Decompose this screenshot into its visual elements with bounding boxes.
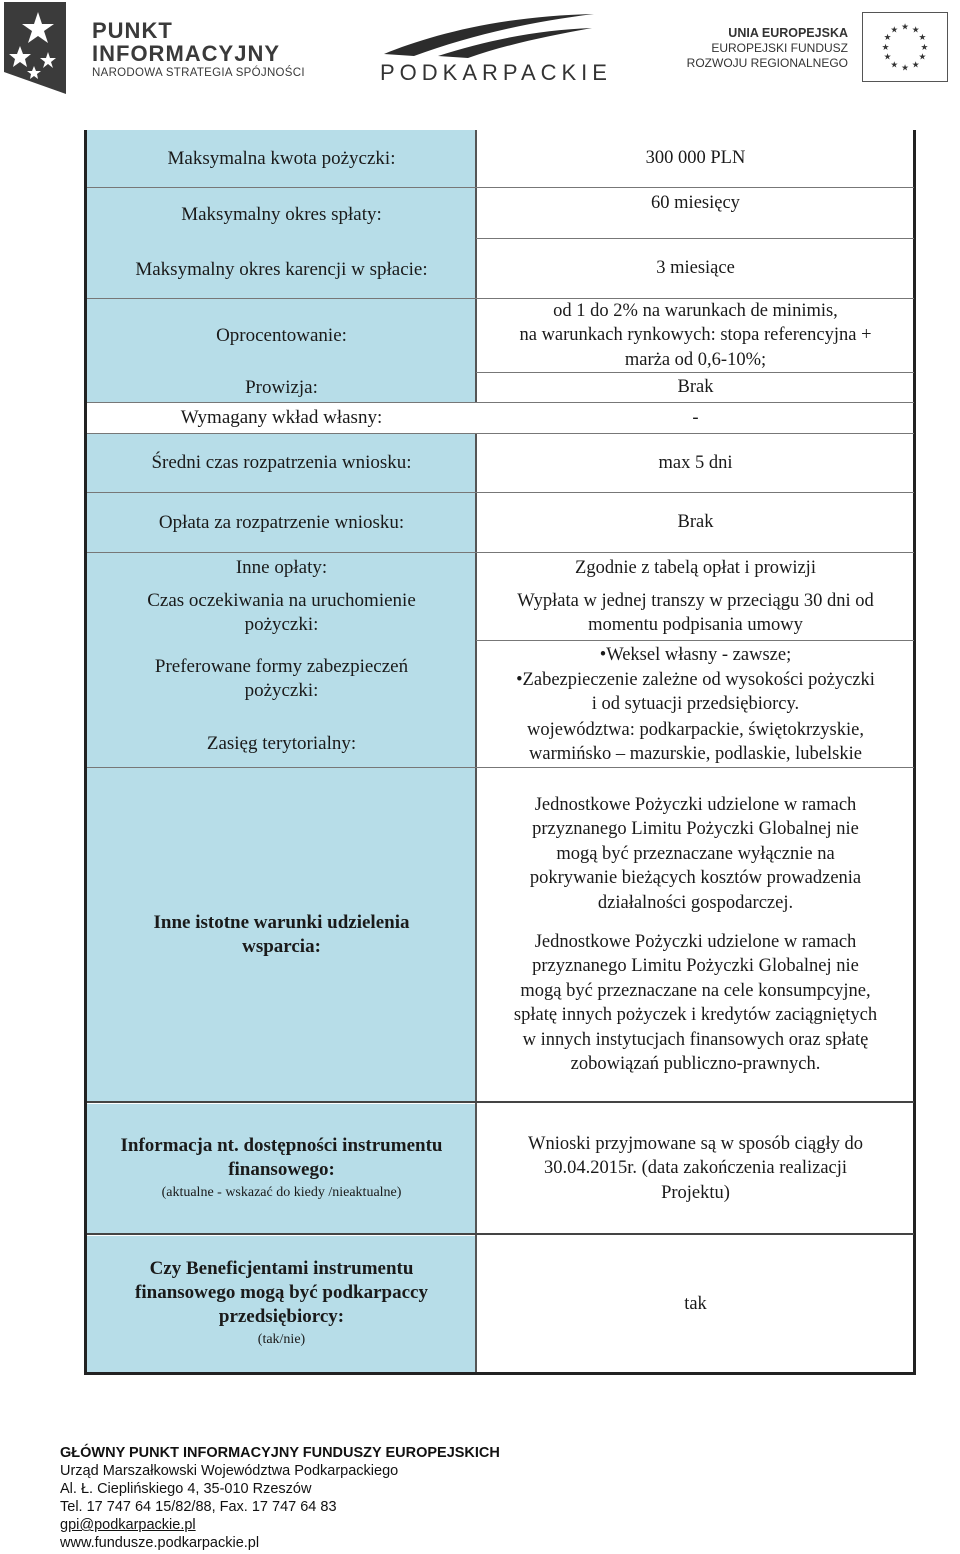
- page-footer: [60, 1444, 500, 1552]
- svg-text:★: ★: [883, 33, 892, 44]
- label-line: przedsiębiorcy:: [218, 1306, 345, 1327]
- value-line: momentu podpisania umowy: [588, 615, 803, 635]
- label-line: Czas oczekiwania na uruchomienie: [147, 590, 416, 611]
- value-line: od 1 do 2% na warunkach de minimis,: [553, 300, 838, 321]
- value-line: Jednostkowe Pożyczki udzielone w ramach: [534, 794, 857, 815]
- svg-text:★: ★: [911, 25, 920, 36]
- logo-line: EUROPEJSKI FUNDUSZ: [711, 41, 848, 55]
- row-divider: [476, 640, 914, 641]
- value-line: mogą być przeznaczane na cele konsumpcyjne,: [520, 980, 871, 1001]
- label-note: (aktualne - wskazać do kiedy /nieaktualne): [161, 1184, 402, 1200]
- svg-text:★: ★: [918, 33, 927, 44]
- label-other-conditions: [87, 768, 476, 1102]
- svg-text:★: ★: [901, 22, 909, 33]
- punkt-informacyjny-stars-logo: [4, 2, 66, 94]
- footer-website[interactable]: www.fundusze.podkarpackie.pl: [60, 1535, 260, 1551]
- svg-text:★: ★: [918, 52, 927, 63]
- value-line: na warunkach rynkowych: stopa referencyjna +: [519, 325, 872, 346]
- svg-text:★: ★: [890, 25, 899, 36]
- svg-text:★: ★: [883, 52, 892, 63]
- value-line: spłatę innych pożyczek i kredytów zaciągniętych: [513, 1005, 878, 1025]
- label-max-repayment-period: Maksymalny okres spłaty:: [181, 204, 382, 225]
- value-line: pokrywanie bieżących kosztów prowadzenia: [529, 868, 862, 889]
- value-max-grace-period: 3 miesiące: [656, 258, 735, 279]
- value-instrument-availability: [477, 1104, 914, 1233]
- value-line: mogą być przeznaczane wyłącznie na: [556, 843, 835, 864]
- label-disbursement-wait: [87, 586, 476, 640]
- label-interest-rate: Oprocentowanie:: [216, 325, 347, 346]
- value-line: Projektu): [661, 1182, 730, 1203]
- label-line: Preferowane formy zabezpieczeń: [154, 656, 409, 677]
- value-line: w innych instytucjach finansowych oraz spłatę: [522, 1029, 869, 1050]
- label-line: Informacja nt. dostępności instrumentu: [120, 1134, 443, 1156]
- label-own-contribution: Wymagany wkład własny:: [180, 407, 383, 428]
- svg-text:★: ★: [901, 63, 909, 74]
- label-collateral-forms: [87, 652, 476, 706]
- value-max-loan-amount: 300 000 PLN: [645, 148, 746, 169]
- label-line: wsparcia:: [242, 936, 321, 957]
- logo-line: INFORMACYJNY: [92, 41, 281, 66]
- label-beneficiaries: [87, 1236, 476, 1372]
- value-own-contribution: -: [692, 407, 699, 428]
- label-line: Inne istotne warunki udzielenia: [153, 912, 410, 933]
- footer-line: Al. Ł. Cieplińskiego 4, 35-010 Rzeszów: [60, 1481, 312, 1497]
- footer-title: GŁÓWNY PUNKT INFORMACYJNY FUNDUSZY EUROPEJSKICH: [60, 1445, 500, 1461]
- value-other-conditions-paragraph-1: [477, 790, 914, 918]
- value-line: marża od 0,6-10%;: [624, 349, 767, 370]
- label-other-fees: Inne opłaty:: [235, 557, 328, 578]
- value-line: Wypłata w jednej transzy w przeciągu 30 dni od: [517, 590, 874, 611]
- value-collateral-forms: [477, 642, 914, 718]
- footer-line: Urząd Marszałkowski Województwa Podkarpackiego: [60, 1463, 399, 1479]
- label-line: finansowego mogą być podkarpaccy: [135, 1282, 428, 1303]
- value-line: warmińsko – mazurskie, podlaskie, lubelskie: [529, 744, 862, 764]
- value-line: i od sytuacji przedsiębiorcy.: [591, 694, 800, 715]
- logo-line: NARODOWA STRATEGIA SPÓJNOŚCI: [92, 67, 305, 79]
- value-max-repayment-period: 60 miesięcy: [651, 192, 740, 213]
- podkarpackie-swoosh-logo: [378, 10, 602, 60]
- label-avg-review-time: Średni czas rozpatrzenia wniosku:: [151, 452, 412, 473]
- label-line: finansowego:: [228, 1158, 335, 1180]
- label-line: Czy Beneficjentami instrumentu: [149, 1258, 414, 1279]
- value-review-fee: Brak: [677, 512, 714, 533]
- footer-email-link[interactable]: gpi@podkarpackie.pl: [60, 1517, 196, 1533]
- value-line: przyznanego Limitu Pożyczki Globalnej nie: [532, 819, 859, 840]
- value-other-fees: Zgodnie z tabelą opłat i prowizji: [575, 557, 816, 578]
- label-line: pożyczki:: [244, 680, 319, 701]
- label-note: (tak/nie): [257, 1332, 306, 1347]
- value-disbursement-wait: [477, 586, 914, 640]
- footer-line: Tel. 17 747 64 15/82/88, Fax. 17 747 64 83: [60, 1499, 337, 1515]
- svg-text:★: ★: [881, 42, 890, 53]
- eu-logo-text: [680, 26, 848, 71]
- value-line: przyznanego Limitu Pożyczki Globalnej nie: [532, 956, 859, 976]
- value-line: Jednostkowe Pożyczki udzielone w ramach: [534, 931, 857, 952]
- value-interest-rate: [477, 299, 914, 372]
- punkt-informacyjny-logo-text: [92, 20, 305, 81]
- svg-text:★: ★: [890, 60, 899, 71]
- label-line: pożyczki:: [244, 614, 319, 635]
- value-line: zobowiązań publiczno-prawnych.: [570, 1054, 821, 1074]
- value-other-conditions-paragraph-2: [477, 927, 914, 1079]
- page-header: [0, 0, 960, 100]
- logo-line: ROZWOJU REGIONALNEGO: [686, 56, 848, 70]
- logo-line: PUNKT: [92, 18, 173, 43]
- label-max-grace-period: Maksymalny okres karencji w spłacie:: [135, 259, 428, 280]
- value-line: Wnioski przyjmowane są w sposób ciągły do: [528, 1133, 863, 1154]
- value-line: 30.04.2015r. (data zakończenia realizacji: [543, 1158, 848, 1179]
- value-commission: Brak: [677, 377, 714, 398]
- eu-flag-icon: [862, 12, 948, 82]
- value-line: działalności gospodarczej.: [597, 892, 794, 913]
- label-territorial-scope: Zasięg terytorialny:: [206, 733, 357, 754]
- value-line: •Weksel własny - zawsze;: [599, 645, 792, 666]
- label-review-fee: Opłata za rozpatrzenie wniosku:: [158, 511, 405, 533]
- value-line: •Zabezpieczenie zależne od wysokości pożyczki: [516, 669, 875, 690]
- label-max-loan-amount: Maksymalna kwota pożyczki:: [167, 147, 396, 169]
- value-territorial-scope: [477, 717, 914, 767]
- label-instrument-availability: [87, 1104, 476, 1233]
- podkarpackie-logo-text: PODKARPACKIE: [380, 60, 612, 85]
- svg-text:★: ★: [920, 42, 929, 53]
- logo-line: UNIA EUROPEJSKA: [728, 26, 848, 40]
- value-beneficiaries: tak: [684, 1293, 707, 1314]
- value-avg-review-time: max 5 dni: [658, 452, 733, 473]
- svg-text:★: ★: [911, 60, 920, 71]
- value-line: województwa: podkarpackie, świętokrzyskie,: [526, 719, 864, 740]
- row-divider: [87, 1233, 914, 1235]
- label-commission: Prowizja:: [245, 376, 318, 398]
